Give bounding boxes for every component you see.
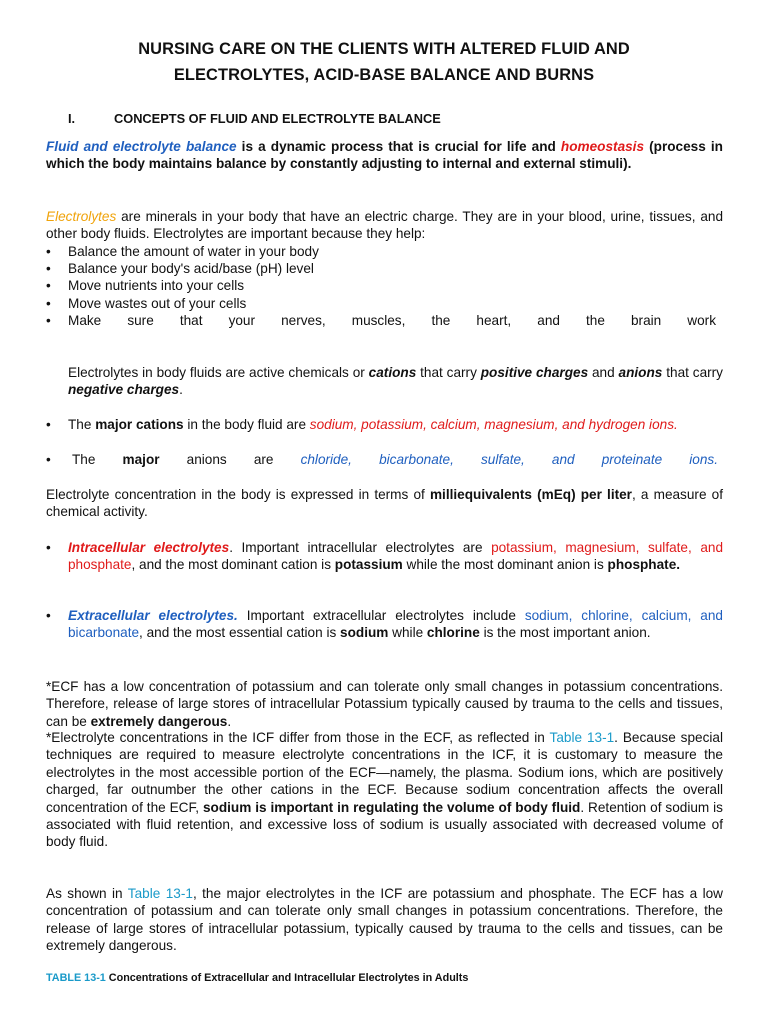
major-electrolytes-paragraph: As shown in Table 13-1, the major electrolytes in the ICF are potassium and phosphate. The ECF has a low concentration of potassium and can tolerate only small changes in potassium concentrations. Therefore, the release of large stores of intracellular potassium, typically caused by trauma to the cells and tissues, can be extremely dangerous. bbox=[46, 886, 723, 954]
major-anions-item: The major anions are chloride, bicarbonate, sulfate, and proteinate ions. bbox=[72, 452, 718, 467]
list-item: Balance the amount of water in your body bbox=[68, 244, 319, 259]
ions-paragraph: Electrolytes in body fluids are active chemicals or cations that carry positive charges and anions that carry negative charges. bbox=[68, 365, 723, 398]
list-item: Move nutrients into your cells bbox=[68, 278, 245, 293]
term-homeostasis: homeostasis bbox=[560, 139, 645, 154]
ecf-note-paragraph: *ECF has a low concentration of potassium and can tolerate only small changes in potassium concentrations. Therefore, release of large stores of intracellular Potassium typically caused by trauma to the cells and tissues, can be extremely dangerous. bbox=[46, 679, 723, 729]
icf-note-paragraph: *Electrolyte concentrations in the ICF differ from those in the ECF, as reflected in Table 13-1. Because special techniques are required to measure electrolyte concentrations in the ICF, it is customary to measure the electrolytes in the most accessible portion of the ECF—namely, the plasma. Sodium ions, which are positively charged, far outnumber the other cations in the ECF. Because sodium concentration affects the overall concentration of the ECF, sodium is important in regulating the volume of body fluid. Retention of sodium is associated with fluid retention, and excessive loss of sodium is usually associated with decreased volume of body fluid. bbox=[46, 730, 723, 850]
intracellular-item: Intracellular electrolytes. Important intracellular electrolytes are potassium, magnesium, sulfate, and phosphate, and the most dominant cation is potassium while the most dominant anion is phosphate. bbox=[68, 540, 723, 573]
list-item: Balance your body's acid/base (pH) level bbox=[68, 261, 314, 276]
fluid-balance-paragraph: Fluid and electrolyte balance is a dynamic process that is crucial for life and homeostasis (process in which the body maintains balance by constantly adjusting to internal and external stimuli). bbox=[46, 139, 723, 172]
extracellular-item: Extracellular electrolytes. Important extracellular electrolytes include sodium, chlorine, calcium, and bicarbonate, and the most essential cation is sodium while chlorine is the most important anion. bbox=[68, 608, 723, 641]
document-page: NURSING CARE ON THE CLIENTS WITH ALTERED FLUID AND ELECTROLYTES, ACID-BASE BALANCE AND BURNS I. CONCEPTS OF FLUID AND ELECTROLYTE BALANCE Fluid and electrolyte balance is a dynamic process that is crucial for life and homeostasis (process in which the body maintains balance by constantly adjusting to internal and external stimuli). Electrolytes are minerals in your body that have an electric charge. They are in your blood, urine, tissues, and other body fluids. Electrolytes are important because they help: • Balance the amount of water in your body • Balance your body's acid/base (pH) level • Move nutrients into your cells • Move wastes out of your cells • Make sure that your nerves, muscles, the heart, and the brain work Electrolytes in body fluids are active chemicals or cations that carry positive charges and anions that carry negative charges. • The major cations in the body fluid are sodium, potassium, calcium, magnesium, and hydrogen ions. • The major anions are chloride, bicarbonate, sulfate, and proteinate ions. Electrolyte concentration in the body is expressed in terms of milliequivalents (mEq) per liter, a measure of chemical activity. • Intracellular electrolytes. Important intracellular electrolytes are potassium, magnesium, sulfate, and phosphate, and the most dominant cation is potassium while the most dominant anion is phosphate. • Extracellular electrolytes. Important extracellular electrolytes include sodium, chlorine, calcium, and bicarbonate, and the most essential cation is sodium while chlorine is the most important anion. *ECF has a low concentration of potassium and can tolerate only small changes in potassium concentrations. Therefore, release of large stores of intracellular Potassium typically caused by trauma to the cells and tissues, can be extremely dangerous. *Electrolyte concentrations in the ICF differ from those in the ECF, as reflected in Table 13-1. Because special techniques are required to measure electrolyte concentrations in the ICF, it is customary to measure the electrolytes in the most accessible portion of the ECF—namely, the plasma. Sodium ions, which are positively charged, far outnumber the other cations in the ECF. Because sodium concentration affects the overall concentration of the ECF, sodium is important in regulating the volume of body fluid. Retention of sodium is associated with fluid retention, and excessive loss of sodium is usually associated with decreased volume of body fluid. As shown in Table 13-1, the major electrolytes in the ICF are potassium and phosphate. The ECF has a low concentration of potassium and can tolerate only small changes in potassium concentrations. Therefore, the release of large stores of intracellular potassium, typically caused by trauma to the cells and tissues, can be extremely dangerous. TABLE 13-1 Concentrations of Extracellular and Intracellular Electrolytes in Adults bbox=[0, 0, 768, 1024]
section-number: I. bbox=[68, 111, 76, 126]
list-item: Make sure that your nerves, muscles, the heart, and the brain work bbox=[68, 313, 716, 328]
list-item: Move wastes out of your cells bbox=[68, 296, 247, 311]
term-electrolytes: Electrolytes bbox=[46, 209, 117, 224]
table-reference-link[interactable]: Table 13-1 bbox=[127, 886, 193, 901]
title-line-2: ELECTROLYTES, ACID-BASE BALANCE AND BURNS bbox=[173, 66, 595, 84]
concentration-paragraph: Electrolyte concentration in the body is expressed in terms of milliequivalents (mEq) per liter, a measure of chemical activity. bbox=[46, 487, 723, 520]
table-caption: TABLE 13-1 Concentrations of Extracellular and Intracellular Electrolytes in Adults bbox=[46, 972, 469, 984]
major-cations-item: The major cations in the body fluid are sodium, potassium, calcium, magnesium, and hydrogen ions. bbox=[68, 417, 678, 432]
table-reference-link[interactable]: Table 13-1 bbox=[549, 730, 615, 745]
electrolytes-paragraph: Electrolytes are minerals in your body that have an electric charge. They are in your blood, urine, tissues, and other body fluids. Electrolytes are important because they help: bbox=[46, 209, 723, 242]
term-fluid-balance: Fluid and electrolyte balance bbox=[46, 139, 237, 154]
section-title: CONCEPTS OF FLUID AND ELECTROLYTE BALANCE bbox=[114, 111, 441, 126]
title-line-1: NURSING CARE ON THE CLIENTS WITH ALTERED FLUID AND bbox=[138, 40, 630, 58]
document-title bbox=[60, 36, 708, 88]
section-heading bbox=[68, 111, 441, 126]
